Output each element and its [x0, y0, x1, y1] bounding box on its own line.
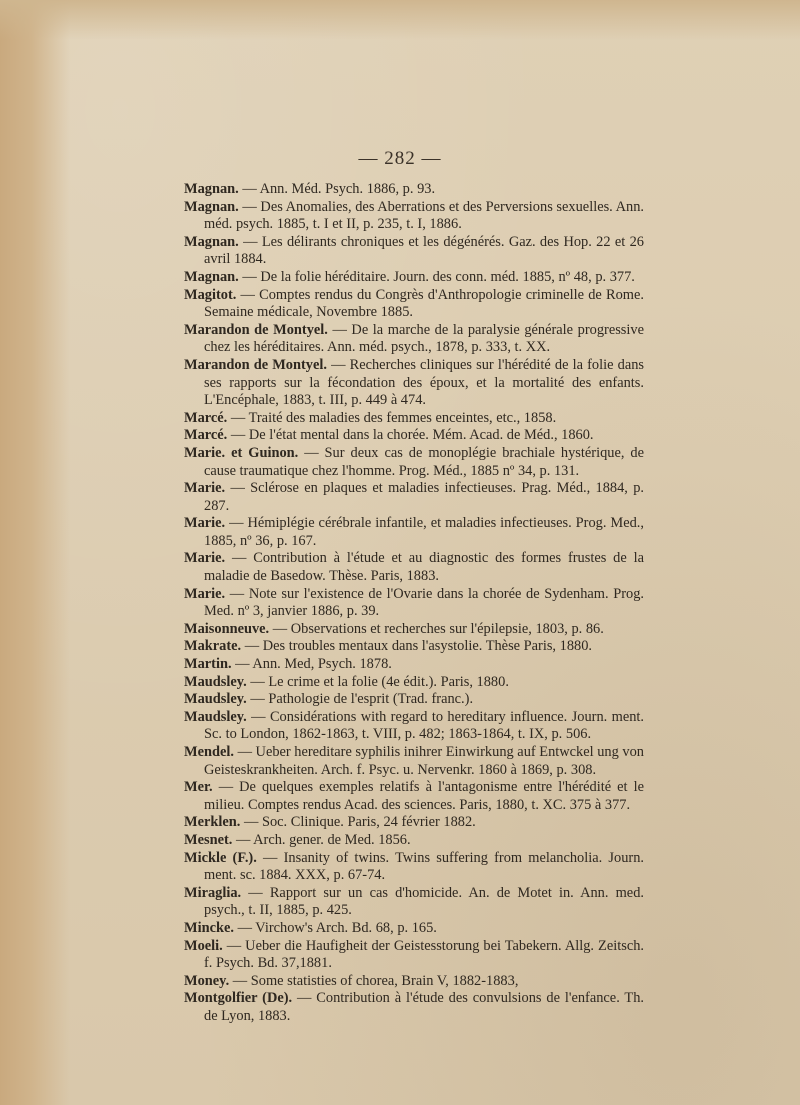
entry-reference: — Des troubles mentaux dans l'asystolie. Thèse Paris, 1880.: [241, 638, 593, 655]
page-top-shadow: [0, 0, 800, 40]
entry-author: Merklen.: [184, 814, 241, 831]
bibliography-list: [184, 181, 644, 1026]
bibliography-entry: [184, 445, 644, 480]
entry-reference: — Ann. Med, Psych. 1878.: [231, 656, 392, 673]
bibliography-entry: [184, 920, 644, 938]
entry-author: Martin.: [184, 656, 232, 673]
bibliography-entry: [184, 885, 644, 920]
entry-reference: — De l'état mental dans la chorée. Mém. Acad. de Méd., 1860.: [227, 427, 594, 444]
bibliography-entry: [184, 322, 644, 357]
entry-author: Mincke.: [184, 919, 234, 936]
entry-reference: — Ann. Méd. Psych. 1886, p. 93.: [238, 181, 436, 197]
bibliography-entry: [184, 427, 644, 445]
entry-reference: — Recherches cliniques sur l'hérédité de la folie dans ses rapports sur la fécondation des époux, et la mortalité des enfants. L'Encéphale, 1883, t. III, p. 449 à 474.: [204, 356, 645, 409]
entry-author: Money.: [184, 972, 230, 989]
entry-author: Marie. et Guinon.: [184, 444, 299, 461]
entry-reference: — Le crime et la folie (4e édit.). Paris, 1880.: [246, 673, 509, 690]
bibliography-entry: [184, 691, 644, 709]
entry-author: Marie.: [184, 480, 226, 497]
entry-reference: — Contribution à l'étude et au diagnostic des formes frustes de la maladie de Basedow. Thèse. Paris, 1883.: [204, 550, 644, 585]
entry-reference: — Observations et recherches sur l'épilepsie, 1803, p. 86.: [269, 620, 604, 637]
entry-author: Marie.: [184, 585, 226, 602]
entry-author: Mickle (F.).: [184, 849, 257, 866]
entry-reference: — Sur deux cas de monoplégie brachiale hystérique, de cause traumatique chez l'homme. Prog. Méd., 1885 nº 34, p. 131.: [204, 444, 644, 479]
entry-reference: — Some statisties of chorea, Brain V, 1882-1883,: [229, 972, 519, 989]
bibliography-entry: [184, 779, 644, 814]
bibliography-entry: [184, 656, 644, 674]
entry-author: Montgolfier (De).: [184, 990, 293, 1007]
bibliography-entry: [184, 744, 644, 779]
bibliography-entry: [184, 410, 644, 428]
entry-reference: — Des Anomalies, des Aberrations et des Perversions sexuelles. Ann. méd. psych. 1885, t. I et II, p. 235, t. I, 1886.: [204, 198, 644, 233]
entry-author: Miraglia.: [184, 884, 242, 901]
entry-author: Makrate.: [184, 638, 242, 655]
bibliography-entry: [184, 638, 644, 656]
entry-reference: — Comptes rendus du Congrès d'Anthropologie criminelle de Rome. Semaine médicale, Novembre 1885.: [204, 286, 644, 321]
entry-reference: — De la marche de la paralysie générale progressive chez les héréditaires. Ann. méd. psych., 1878, p. 333, t. XX.: [204, 321, 644, 356]
entry-author: Mesnet.: [184, 831, 233, 848]
bibliography-entry: [184, 515, 644, 550]
bibliography-entry: [184, 287, 644, 322]
entry-reference: — Ueber die Haufigheit der Geistesstorung bei Tabekern. Allg. Zeitsch. f. Psych. Bd. 37,1881.: [204, 937, 644, 972]
bibliography-entry: [184, 550, 644, 585]
entry-author: Moeli.: [184, 937, 223, 954]
entry-reference: — Soc. Clinique. Paris, 24 février 1882.: [240, 814, 476, 831]
entry-author: Marcé.: [184, 409, 228, 426]
bibliography-entry: [184, 480, 644, 515]
entry-reference: — Virchow's Arch. Bd. 68, p. 165.: [233, 919, 437, 936]
entry-reference: — Considérations with regard to hereditary influence. Journ. ment. Sc. to London, 1862-1863, t. VIII, p. 482; 1863-1864, t. IX, p. 506.: [204, 708, 644, 743]
entry-reference: — Insanity of twins. Twins suffering from melancholia. Journ. ment. sc. 1884. XXX, p. 67-74.: [204, 849, 644, 884]
bibliography-entry: [184, 674, 644, 692]
bibliography-entry: [184, 269, 644, 287]
entry-author: Magnan.: [184, 181, 239, 197]
entry-author: Magnan.: [184, 233, 239, 250]
bibliography-entry: [184, 181, 644, 199]
entry-author: Mendel.: [184, 744, 234, 760]
bibliography-entry: [184, 938, 644, 973]
entry-author: Maisonneuve.: [184, 620, 270, 637]
bibliography-entry: [184, 357, 644, 410]
entry-reference: — Contribution à l'étude des convulsions de l'enfance. Th. de Lyon, 1883.: [204, 990, 645, 1024]
bibliography-entry: [184, 199, 644, 234]
bibliography-entry: [184, 234, 644, 269]
entry-reference: — Rapport sur un cas d'homicide. An. de Motet in. Ann. med. psych., t. II, 1885, p. 425.: [204, 884, 644, 919]
entry-reference: — Note sur l'existence de l'Ovarie dans la chorée de Sydenham. Prog. Med. nº 3, janvier 1886, p. 39.: [204, 585, 644, 620]
entry-author: Magitot.: [184, 286, 237, 303]
entry-author: Maudsley.: [184, 708, 247, 725]
bibliography-entry: [184, 709, 644, 744]
entry-reference: — Traité des maladies des femmes enceintes, etc., 1858.: [227, 409, 557, 426]
entry-author: Maudsley.: [184, 673, 247, 690]
entry-author: Marie.: [184, 550, 226, 567]
entry-author: Maudsley.: [184, 691, 247, 708]
bibliography-entry: [184, 832, 644, 850]
entry-reference: — Ueber hereditare syphilis inihrer Einwirkung auf Entwckel ung von Geisteskrankheiten. Arch. f. Psyc. u. Nervenkr. 1860 à 1869, p. 308.: [204, 744, 644, 778]
entry-author: Marcé.: [184, 427, 228, 444]
entry-reference: — De quelques exemples relatifs à l'antagonisme entre l'hérédité et le milieu. Comptes rendus Acad. des sciences. Paris, 1880, t. XC. 375 à 377.: [204, 779, 644, 813]
entry-reference: — Les délirants chroniques et les dégénérés. Gaz. des Hop. 22 et 26 avril 1884.: [204, 233, 644, 268]
bibliography-entry: [184, 621, 644, 639]
entry-reference: — De la folie héréditaire. Journ. des conn. méd. 1885, nº 48, p. 377.: [238, 268, 635, 285]
entry-author: Marie.: [184, 515, 226, 532]
entry-author: Magnan.: [184, 198, 239, 215]
entry-reference: — Hémiplégie cérébrale infantile, et maladies infectieuses. Prog. Med., 1885, nº 36, p. 167.: [204, 515, 644, 549]
entry-author: Mer.: [184, 779, 213, 796]
entry-reference: — Arch. gener. de Med. 1856.: [232, 831, 411, 848]
entry-author: Magnan.: [184, 268, 239, 285]
page-number: — 282 —: [358, 148, 442, 169]
entry-reference: — Pathologie de l'esprit (Trad. franc.).: [246, 691, 474, 708]
entry-author: Marandon de Montyel.: [184, 356, 327, 373]
bibliography-entry: [184, 814, 644, 832]
bibliography-entry: [184, 586, 644, 621]
entry-reference: — Sclérose en plaques et maladies infectieuses. Prag. Méd., 1884, p. 287.: [204, 480, 644, 514]
bibliography-entry: [184, 850, 644, 885]
entry-author: Marandon de Montyel.: [184, 321, 328, 338]
bibliography-entry: [184, 973, 644, 991]
bibliography-entry: [184, 990, 644, 1025]
